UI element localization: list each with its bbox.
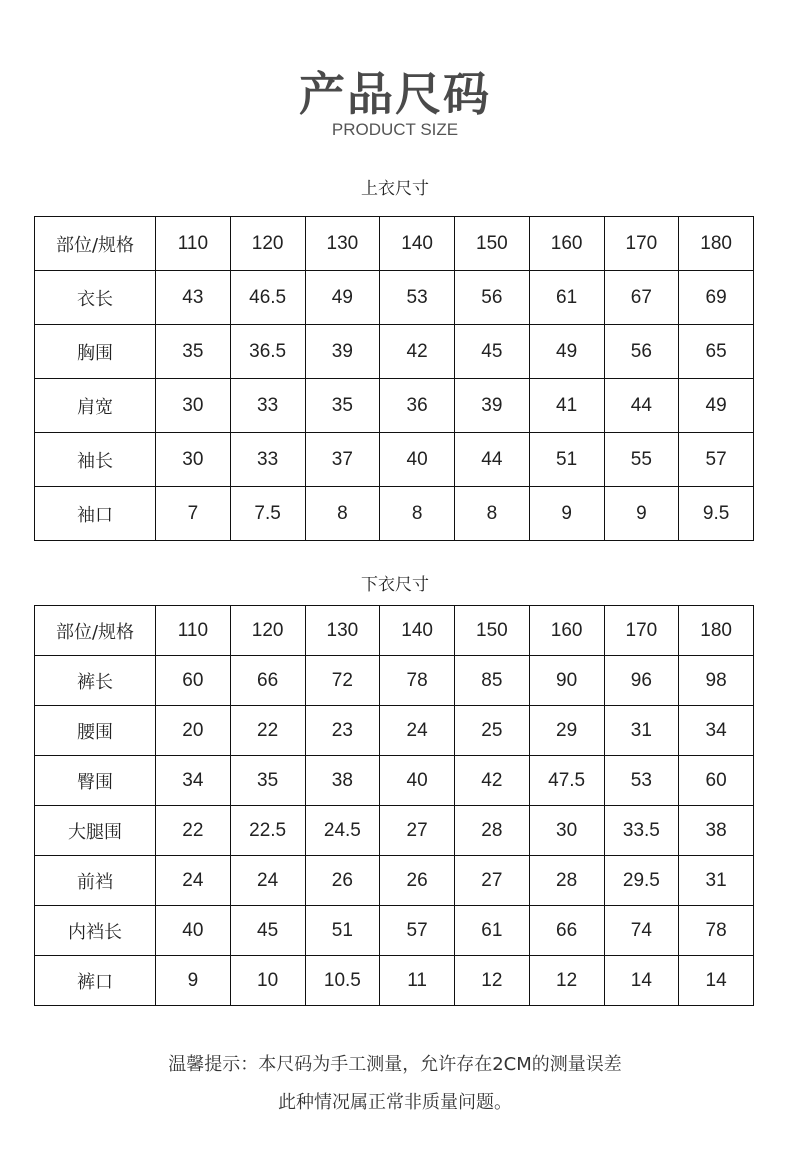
value-cell: 57 <box>679 433 754 487</box>
size-header-cell: 150 <box>455 217 530 271</box>
value-cell: 28 <box>455 806 530 856</box>
value-cell: 34 <box>156 756 231 806</box>
value-cell: 36 <box>380 379 455 433</box>
value-cell: 56 <box>455 271 530 325</box>
value-cell: 46.5 <box>230 271 305 325</box>
value-cell: 30 <box>156 433 231 487</box>
value-cell: 8 <box>455 487 530 541</box>
value-cell: 33.5 <box>604 806 679 856</box>
value-cell: 24 <box>230 856 305 906</box>
value-cell: 22 <box>156 806 231 856</box>
table-row <box>35 325 754 379</box>
value-cell: 27 <box>380 806 455 856</box>
value-cell: 37 <box>305 433 380 487</box>
value-cell: 9 <box>529 487 604 541</box>
value-cell: 10.5 <box>305 956 380 1006</box>
size-header-cell: 120 <box>230 606 305 656</box>
table-row <box>35 433 754 487</box>
value-cell: 25 <box>455 706 530 756</box>
value-cell: 28 <box>529 856 604 906</box>
value-cell: 10 <box>230 956 305 1006</box>
table-row <box>35 906 754 956</box>
size-header-cell: 130 <box>305 217 380 271</box>
row-label-cell: 大腿围 <box>35 806 156 856</box>
value-cell: 60 <box>679 756 754 806</box>
value-cell: 38 <box>679 806 754 856</box>
value-cell: 60 <box>156 656 231 706</box>
size-header-cell: 110 <box>156 217 231 271</box>
table-row <box>35 856 754 906</box>
value-cell: 14 <box>679 956 754 1006</box>
size-header-cell: 130 <box>305 606 380 656</box>
value-cell: 49 <box>529 325 604 379</box>
table-row <box>35 706 754 756</box>
value-cell: 96 <box>604 656 679 706</box>
value-cell: 26 <box>305 856 380 906</box>
value-cell: 29.5 <box>604 856 679 906</box>
value-cell: 12 <box>529 956 604 1006</box>
value-cell: 55 <box>604 433 679 487</box>
value-cell: 40 <box>380 756 455 806</box>
size-header-cell: 160 <box>529 606 604 656</box>
value-cell: 23 <box>305 706 380 756</box>
value-cell: 42 <box>380 325 455 379</box>
value-cell: 9 <box>604 487 679 541</box>
value-cell: 40 <box>156 906 231 956</box>
value-cell: 33 <box>230 379 305 433</box>
size-note-line1: 温馨提示：本尺码为手工测量，允许存在2CM的测量误差 <box>168 1054 622 1075</box>
page-subtitle: PRODUCT SIZE <box>331 120 459 139</box>
value-cell: 78 <box>380 656 455 706</box>
size-header-cell: 140 <box>380 217 455 271</box>
value-cell: 22.5 <box>230 806 305 856</box>
value-cell: 9 <box>156 956 231 1006</box>
value-cell: 39 <box>455 379 530 433</box>
value-cell: 24 <box>380 706 455 756</box>
value-cell: 20 <box>156 706 231 756</box>
value-cell: 24 <box>156 856 231 906</box>
value-cell: 78 <box>679 906 754 956</box>
value-cell: 33 <box>230 433 305 487</box>
row-label-cell: 肩宽 <box>35 379 156 433</box>
value-cell: 31 <box>679 856 754 906</box>
value-cell: 45 <box>230 906 305 956</box>
value-cell: 51 <box>529 433 604 487</box>
table-row <box>35 271 754 325</box>
table-row <box>35 756 754 806</box>
value-cell: 35 <box>156 325 231 379</box>
value-cell: 36.5 <box>230 325 305 379</box>
row-label-cell: 臀围 <box>35 756 156 806</box>
value-cell: 61 <box>529 271 604 325</box>
row-label-cell: 袖长 <box>35 433 156 487</box>
value-cell: 47.5 <box>529 756 604 806</box>
bottom-table-title: 下衣尺寸 <box>361 575 429 595</box>
value-cell: 69 <box>679 271 754 325</box>
value-cell: 66 <box>230 656 305 706</box>
value-cell: 22 <box>230 706 305 756</box>
page-title: 产品尺码 <box>299 67 491 121</box>
value-cell: 7.5 <box>230 487 305 541</box>
value-cell: 45 <box>455 325 530 379</box>
value-cell: 9.5 <box>679 487 754 541</box>
table-header-row <box>35 217 754 271</box>
row-label-cell: 前裆 <box>35 856 156 906</box>
top-size-table <box>34 216 754 541</box>
value-cell: 53 <box>604 756 679 806</box>
value-cell: 49 <box>679 379 754 433</box>
value-cell: 90 <box>529 656 604 706</box>
value-cell: 35 <box>305 379 380 433</box>
value-cell: 65 <box>679 325 754 379</box>
value-cell: 61 <box>455 906 530 956</box>
value-cell: 35 <box>230 756 305 806</box>
value-cell: 34 <box>679 706 754 756</box>
table-row <box>35 956 754 1006</box>
value-cell: 57 <box>380 906 455 956</box>
value-cell: 26 <box>380 856 455 906</box>
row-label-cell: 裤长 <box>35 656 156 706</box>
value-cell: 43 <box>156 271 231 325</box>
table-row <box>35 379 754 433</box>
value-cell: 56 <box>604 325 679 379</box>
row-label-cell: 袖口 <box>35 487 156 541</box>
value-cell: 27 <box>455 856 530 906</box>
value-cell: 67 <box>604 271 679 325</box>
size-header-cell: 180 <box>679 217 754 271</box>
row-label-cell: 腰围 <box>35 706 156 756</box>
value-cell: 30 <box>529 806 604 856</box>
size-header-cell: 160 <box>529 217 604 271</box>
value-cell: 40 <box>380 433 455 487</box>
row-label-cell: 衣长 <box>35 271 156 325</box>
value-cell: 72 <box>305 656 380 706</box>
bottom-size-table <box>34 605 754 1006</box>
size-header-cell: 140 <box>380 606 455 656</box>
value-cell: 7 <box>156 487 231 541</box>
size-header-cell: 150 <box>455 606 530 656</box>
size-header-cell: 170 <box>604 217 679 271</box>
value-cell: 51 <box>305 906 380 956</box>
value-cell: 31 <box>604 706 679 756</box>
header-label-cell: 部位/规格 <box>35 217 156 271</box>
value-cell: 39 <box>305 325 380 379</box>
value-cell: 24.5 <box>305 806 380 856</box>
row-label-cell: 内裆长 <box>35 906 156 956</box>
value-cell: 11 <box>380 956 455 1006</box>
value-cell: 41 <box>529 379 604 433</box>
value-cell: 44 <box>604 379 679 433</box>
value-cell: 49 <box>305 271 380 325</box>
top-table-title: 上衣尺寸 <box>361 179 429 199</box>
value-cell: 29 <box>529 706 604 756</box>
value-cell: 53 <box>380 271 455 325</box>
value-cell: 8 <box>380 487 455 541</box>
table-header-row <box>35 606 754 656</box>
row-label-cell: 裤口 <box>35 956 156 1006</box>
value-cell: 30 <box>156 379 231 433</box>
header-label-cell: 部位/规格 <box>35 606 156 656</box>
value-cell: 14 <box>604 956 679 1006</box>
size-header-cell: 180 <box>679 606 754 656</box>
size-header-cell: 110 <box>156 606 231 656</box>
size-note-line2: 此种情况属正常非质量问题。 <box>278 1092 512 1113</box>
value-cell: 38 <box>305 756 380 806</box>
value-cell: 42 <box>455 756 530 806</box>
value-cell: 74 <box>604 906 679 956</box>
table-row <box>35 487 754 541</box>
value-cell: 66 <box>529 906 604 956</box>
value-cell: 44 <box>455 433 530 487</box>
row-label-cell: 胸围 <box>35 325 156 379</box>
value-cell: 8 <box>305 487 380 541</box>
size-header-cell: 120 <box>230 217 305 271</box>
value-cell: 98 <box>679 656 754 706</box>
table-row <box>35 806 754 856</box>
value-cell: 12 <box>455 956 530 1006</box>
value-cell: 85 <box>455 656 530 706</box>
table-row <box>35 656 754 706</box>
size-header-cell: 170 <box>604 606 679 656</box>
